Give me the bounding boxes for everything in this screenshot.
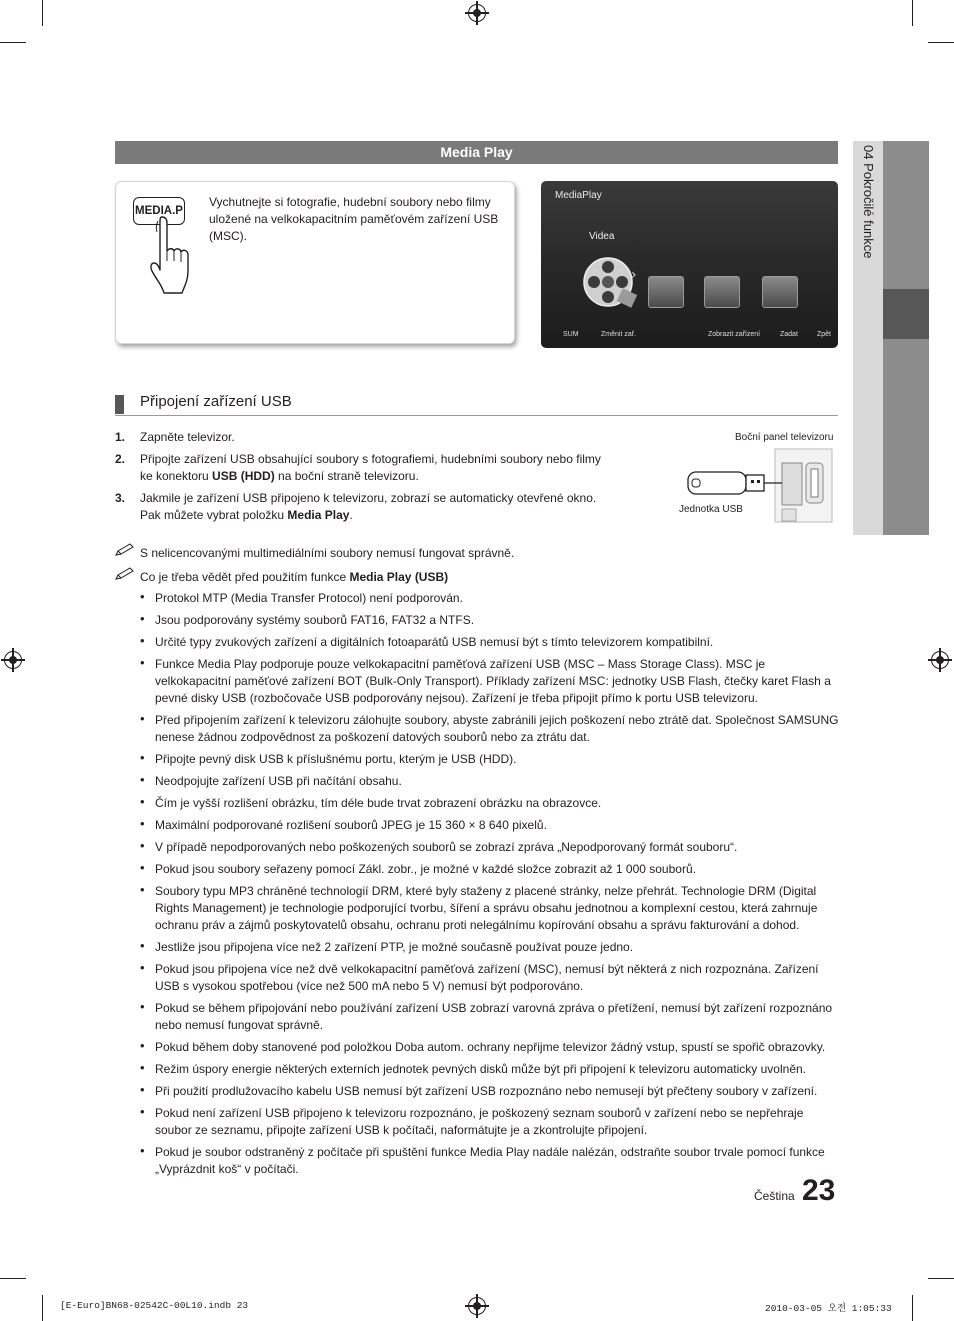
show-devices-label: Zobrazit zařízení [708,331,761,338]
registration-mark-icon [468,4,486,22]
list-item: • Pokud jsou soubory seřazeny pomocí Zákl. zobr., je možné v každé složce zobrazit až 1 000 souborů. [140,861,840,878]
list-item: • Před připojením zařízení k televizoru zálohujte soubory, abyste zabránili jejich poškození nebo ztrátě dat. Společnost SAMSUNG nenese žádnou zodpovědnost za poškození datových souborů nebo za ztrátu dat. [140,712,840,746]
list-item: • Pokud během doby stanovené pod položkou Doba autom. ochrany nepřijme televizor žádný vstup, spustí se spořič obrazovky. [140,1039,840,1056]
mediaplay-screen [541,181,838,348]
list-item: • Pokud se během připojování nebo používání zařízení USB zobrazí varovná zpráva o přetížení, nemusí být zařízení rozpoznáno nebo nemusí fungovat správně. [140,1000,840,1034]
note-text: Co je třeba vědět před použitím funkce Media Play (USB) [140,570,449,584]
crop-mark [928,42,954,43]
section-heading: Připojení zařízení USB [140,393,292,410]
registration-mark-icon [468,1297,486,1315]
media-play-description: Vychutnejte si fotografie, hudební soubory nebo filmy uložené na velkokapacitním paměťovém zařízení USB (MSC). [209,195,499,243]
settings-tile-icon[interactable] [762,276,798,308]
list-item: • Maximální podporované rozlišení souborů JPEG je 15 360 × 8 640 pixelů. [140,817,840,834]
print-slug-left: [E-Euro]BN68-02542C-00L10.indb 23 [60,1300,249,1311]
list-item: • Pokud není zařízení USB připojeno k televizoru rozpoznáno, je poškozený seznam souborů v zařízení nebo se nepřehraje soubor ze seznamu, připojte zařízení USB k počítači, naformátujte je a zkontrolujte připojení. [140,1105,840,1139]
chapter-tab-indicator [883,289,929,339]
screen-title: MediaPlay [555,190,602,201]
list-item: • Jsou podporovány systémy souborů FAT16, FAT32 a NTFS. [140,612,840,629]
tv-side-panel-label: Boční panel televizoru [735,432,834,443]
step-text: Zapněte televizor. [140,430,235,444]
crop-mark [912,1295,913,1321]
list-item: • Připojte pevný disk USB k příslušnému portu, kterým je USB (HDD). [140,751,840,768]
step-number: 2. [115,452,126,466]
note-pencil-icon [115,567,137,581]
step-text: Připojte zařízení USB obsahující soubory s fotografiemi, hudebními soubory nebo filmy ke konektoru USB (HDD) na boční straně televizoru. [140,452,601,483]
video-reel-icon[interactable] [581,253,641,311]
usb-connection-diagram [684,447,834,523]
list-item: • Při použití prodlužovacího kabelu USB nemusí být zařízení USB rozpoznáno nebo nemusejí být přečteny soubory v zařízení. [140,1083,840,1100]
list-item: • Protokol MTP (Media Transfer Protocol) není podporován. [140,590,840,607]
print-slug-right: 2010-03-05 오전 1:05:33 [765,1303,892,1314]
svg-text:›: › [631,267,637,283]
step-number: 1. [115,430,126,444]
page-number: 23 [802,1174,836,1207]
crop-mark [42,0,43,26]
pressing-hand-icon [148,215,204,295]
crop-mark [0,1278,26,1279]
section-title-bar: Media Play [115,141,838,164]
registration-mark-icon [931,651,949,669]
list-item: • Neodpojujte zařízení USB při načítání obsahu. [140,773,840,790]
media-play-info-box [115,181,515,344]
music-tile-icon[interactable] [704,276,740,308]
crop-mark [42,1295,43,1321]
media-p-button: MEDIA.P [133,197,185,225]
enter-label: Zadat [780,331,798,338]
usb-drive-label: Jednotka USB [679,504,743,515]
back-label: Zpět [817,331,832,338]
list-item: • Režim úspory energie některých externích jednotek pevných disků může být při připojení k televizoru automaticky uvolněn. [140,1061,840,1078]
registration-mark-icon [4,651,22,669]
list-item: • V případě nepodporovaných nebo poškozených souborů se zobrazí zpráva „Nepodporovaný formát souboru“. [140,839,840,856]
note-text: S nelicencovanými multimediálními soubory nemusí fungovat správně. [140,546,515,560]
chapter-label: 04 Pokročilé funkce [861,145,876,259]
list-item: • Čím je vyšší rozlišení obrázku, tím déle bude trvat zobrazení obrázku na obrazovce. [140,795,840,812]
usb-notes-list [140,590,840,1183]
step-text: Jakmile je zařízení USB připojeno k televizoru, zobrazí se automaticky otevřené okno. Pak můžete vybrat položku Media Play. [140,491,597,522]
sum-label: SUM [563,331,579,338]
heading-marker [115,395,124,414]
crop-mark [0,42,26,43]
selected-item-label: Videa [589,231,615,242]
heading-rule [115,415,838,416]
list-item: • Funkce Media Play podporuje pouze velkokapacitní paměťová zařízení USB (MSC – Mass Storage Class). MSC je velkokapacitní paměťové zařízení BOT (Bulk-Only Transport). Příklady zařízení MSC: jednotky USB Flash, čtečky karet Flash a pevné disky USB (rozbočovače USB podporovány nejsou). Zařízení je třeba připojit přímo k portu USB televizoru. [140,656,840,707]
step-number: 3. [115,491,126,505]
change-device-label: Změnit zař. [601,331,637,338]
list-item: • Pokud jsou připojena více než dvě velkokapacitní paměťová zařízení (MSC), nemusí být některá z nich rozpoznána. Zařízení USB s vysokou spotřebou (více než 500 mA nebo 5 V) nemusí být podporováno. [140,961,840,995]
crop-mark [912,0,913,26]
list-item: • Soubory typu MP3 chráněné technologií DRM, které byly staženy z placené stránky, nelze přehrát. Technologie DRM (Digital Rights Management) je technologie podporující tvorbu, šíření a správu obsahu jednotnou a komplexní cestou, která zahrnuje ochranu práv a zájmů poskytovatelů obsahu, ochranu proti nelegálnímu kopírování obsahu a správu fakturování a dohod. [140,883,840,934]
crop-mark [928,1278,954,1279]
screen-button-bar [541,326,838,348]
list-item: • Určité typy zvukových zařízení a digitálních fotoaparátů USB nemusí být s tímto televizorem kompatibilní. [140,634,840,651]
list-item: • Jestliže jsou připojena více než 2 zařízení PTP, je možné současně používat pouze jedno. [140,939,840,956]
note-pencil-icon [115,543,137,557]
footer-language: Čeština [754,1189,795,1203]
list-item: • Pokud je soubor odstraněný z počítače při spuštění funkce Media Play nadále nalézán, odstraňte soubor trvale pomocí funkce „Vyprázdnit koš“ v počítači. [140,1144,840,1178]
photos-tile-icon[interactable] [648,276,684,308]
